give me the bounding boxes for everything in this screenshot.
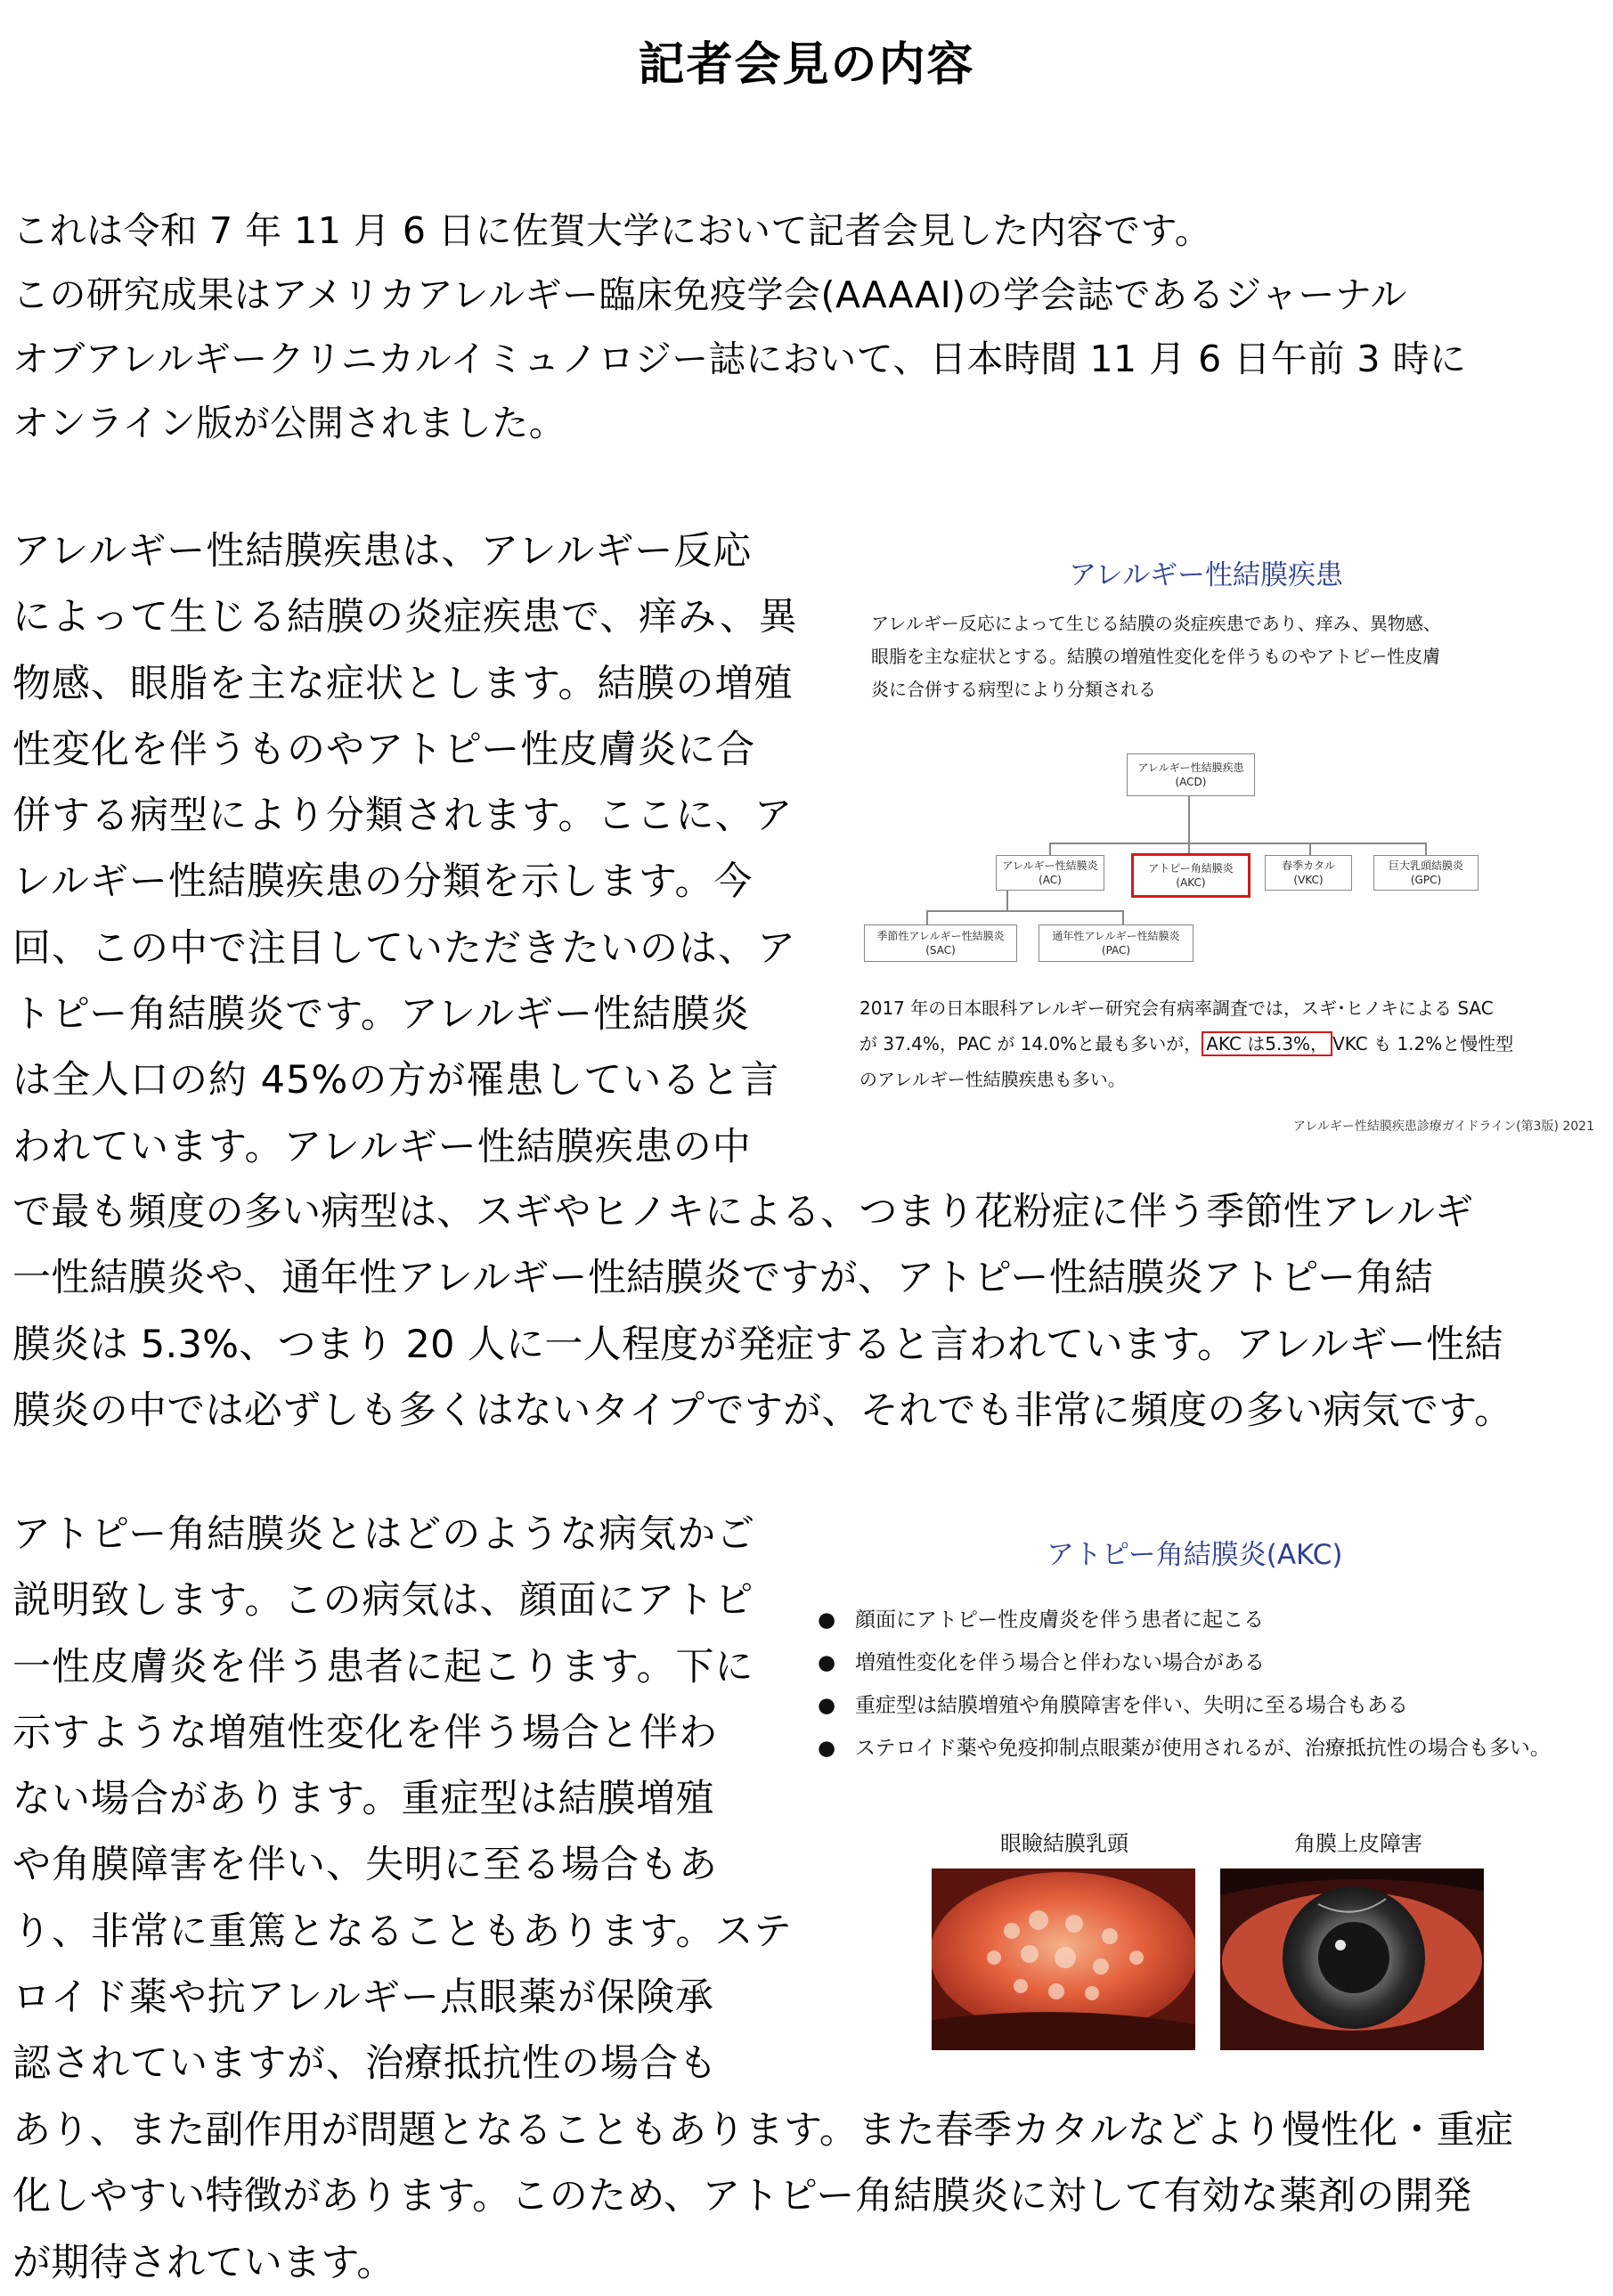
section1-line: レルギー性結膜疾患の分類を示します。今 [12,859,754,905]
classification-figure [846,534,1594,1134]
stat-line [859,1026,1513,1062]
corneal-epithelial-damage-photo [1220,1869,1484,2050]
section1-line: 併する病型により分類されます。ここに、ア [12,794,794,839]
node-label: 通年性アレルギー性結膜炎 [1052,930,1180,942]
section2-line: 示すような増殖性変化を伴う場合と伴わ [12,1710,718,1755]
bullet-icon: ● [818,1651,836,1674]
bullet-text: 顔面にアトピー性皮膚炎を伴う患者に起こる [855,1608,1265,1632]
figure1-title: アレルギー性結膜疾患 [1069,559,1343,591]
node-abbr: (AC) [1039,874,1062,886]
section1-line: 膜炎の中では必ずしも多くはないタイプですが、それでも非常に頻度の多い病気です。 [12,1388,1513,1433]
figure2-bullet [818,1646,1265,1675]
section2-line: ロイド薬や抗アレルギー点眼薬が保険承 [12,1975,714,2021]
node-label: アレルギー性結膜炎 [1002,859,1098,872]
node-label: 巨大乳頭結膜炎 [1388,859,1463,872]
node-pac [1039,924,1193,962]
akc-rate-highlight: AKC は5.3%， [1202,1031,1332,1056]
section2-line: あり、また副作用が問題となることもあります。また春季カタルなどより慢性化・重症 [12,2108,1514,2153]
node-label: アトピー角結膜炎 [1148,862,1234,875]
tree-connector [1006,889,1008,910]
node-label: 季節性アレルギー性結膜炎 [876,930,1005,942]
node-vkc [1265,855,1352,891]
bullet-text: 増殖性変化を伴う場合と伴わない場合がある [855,1651,1265,1674]
node-abbr: (SAC) [925,944,956,957]
node-label: 春季カタル [1281,859,1335,872]
figure1-description [871,607,1441,706]
section1-line: われています。アレルギー性結膜疾患の中 [12,1124,752,1169]
section1-continued-text [12,1179,1607,1444]
stat-line-part: VKC も 1.2%と慢性型 [1332,1033,1514,1054]
stat-line: 2017 年の日本眼科アレルギー研究会有病率調査では，スギ･ヒノキによる SAC [859,997,1494,1019]
node-label: アレルギー性結膜疾患 [1137,761,1244,774]
section1-line: 膜炎は 5.3%、つまり 20 人に一人程度が発症すると言われています。アレルギー性結 [12,1322,1503,1367]
intro-line: オンライン版が公開されました。 [12,402,566,444]
figure1-desc-line: 眼脂を主な症状とする。結膜の増殖性変化を伴うものやアトピー性皮膚 [871,646,1441,667]
tree-connector [1049,843,1425,844]
figure1-source: アレルギー性結膜疾患診療ガイドライン(第3版) 2021 [1292,1120,1594,1134]
photo1-label: 眼瞼結膜乳頭 [1000,1831,1128,1856]
intro-paragraph [12,199,1466,455]
node-abbr: (ACD) [1175,776,1207,788]
node-sac [864,924,1017,962]
tree-connector [926,910,928,924]
tree-connector [1188,796,1190,843]
node-ac [996,855,1104,891]
section1-line: は全人口の約 45%の方が罹患していると言 [12,1058,780,1103]
stat-line-part: が 37.4%，PAC が 14.0%と最も多いが， [859,1033,1202,1054]
section2-line: や角膜障害を伴い、失明に至る場合もあ [12,1843,718,1888]
section2-line: が期待されています。 [12,2240,395,2285]
photo2-label: 角膜上皮障害 [1294,1831,1422,1856]
intro-line: オブアレルギークリニカルイミュノロジー誌において、日本時間 11 月 6 日午前 3 時に [12,338,1467,380]
tree-connector [926,910,1124,912]
tree-connector [1122,910,1124,924]
node-akc [1131,853,1250,898]
section1-line: によって生じる結膜の炎症疾患で、痒み、異 [12,595,798,640]
section1-line: 回、この中で注目していただきたいのは、ア [12,925,796,971]
figure2-bullet [818,1603,1264,1632]
node-abbr: (VKC) [1293,874,1324,886]
section1-line: で最も頻度の多い病型は、スギやヒノキによる、つまり花粉症に伴う季節性アレルギ [12,1190,1474,1234]
section2-line: 認されていますが、治療抵抗性の場合も [12,2041,718,2087]
akc-figure [802,1514,1603,2066]
bullet-text: 重症型は結膜増殖や角膜障害を伴い、失明に至る場合もある [855,1694,1408,1717]
section2-wrapped-text [12,1502,814,2097]
section1-line: アレルギー性結膜疾患は、アレルギー反応 [12,529,753,574]
section1-line: 物感、眼脂を主な症状とします。結膜の増殖 [12,661,794,706]
node-abbr: (PAC) [1101,944,1131,957]
bullet-icon: ● [818,1608,836,1632]
section1-line: 一性結膜炎や、通年性アレルギー性結膜炎ですが、アトピー性結膜炎アトピー角結 [12,1256,1434,1301]
section1-line: トピー角結膜炎です。アレルギー性結膜炎 [12,992,751,1038]
figure2-bullet [818,1689,1408,1718]
node-abbr: (GPC) [1410,874,1442,886]
page-title: 記者会見の内容 [638,38,975,92]
section2-line: 説明致します。この病気は、顔面にアトピ [12,1578,754,1624]
figure1-stat-text [859,990,1513,1097]
figure2-bullet [818,1731,1551,1761]
node-abbr: (AKC) [1176,876,1206,889]
bullet-text: ステロイド薬や免疫抑制点眼薬が使用されるが、治療抵抗性の場合も多い。 [855,1737,1551,1760]
section2-line: り、非常に重篤となることもあります。ステ [12,1909,793,1954]
section2-line: アトピー角結膜炎とはどのような病気かご [12,1512,756,1557]
section2-line: ない場合があります。重症型は結膜増殖 [12,1777,715,1822]
node-acd [1127,753,1255,796]
figure2-title: アトピー角結膜炎(AKC) [1047,1539,1343,1571]
node-gpc [1373,855,1479,891]
section2-continued-text [12,2097,1607,2296]
figure1-desc-line: アレルギー反応によって生じる結膜の炎症疾患であり、痒み、異物感、 [871,613,1441,634]
section2-line: 化しやすい特徴があります。このため、アトピー角結膜炎に対して有効な薬剤の開発 [12,2174,1472,2219]
stat-line: のアレルギー性結膜疾患も多い。 [859,1069,1126,1090]
intro-line: この研究成果はアメリカアレルギー臨床免疫学会(AAAAI)の学会誌であるジャーナル [12,273,1407,316]
intro-line: これは令和 7 年 11 月 6 日に佐賀大学において記者会見した内容です。 [12,209,1212,252]
section1-wrapped-text [12,518,814,1180]
figure1-desc-line: 炎に合併する病型により分類される [871,679,1156,700]
section2-line: 一性皮膚炎を伴う患者に起こります。下に [12,1644,754,1689]
eyelid-papillae-photo [932,1869,1195,2050]
bullet-icon: ● [818,1737,836,1760]
bullet-icon: ● [818,1694,836,1717]
section1-line: 性変化を伴うものやアトピー性皮膚炎に合 [12,727,756,772]
